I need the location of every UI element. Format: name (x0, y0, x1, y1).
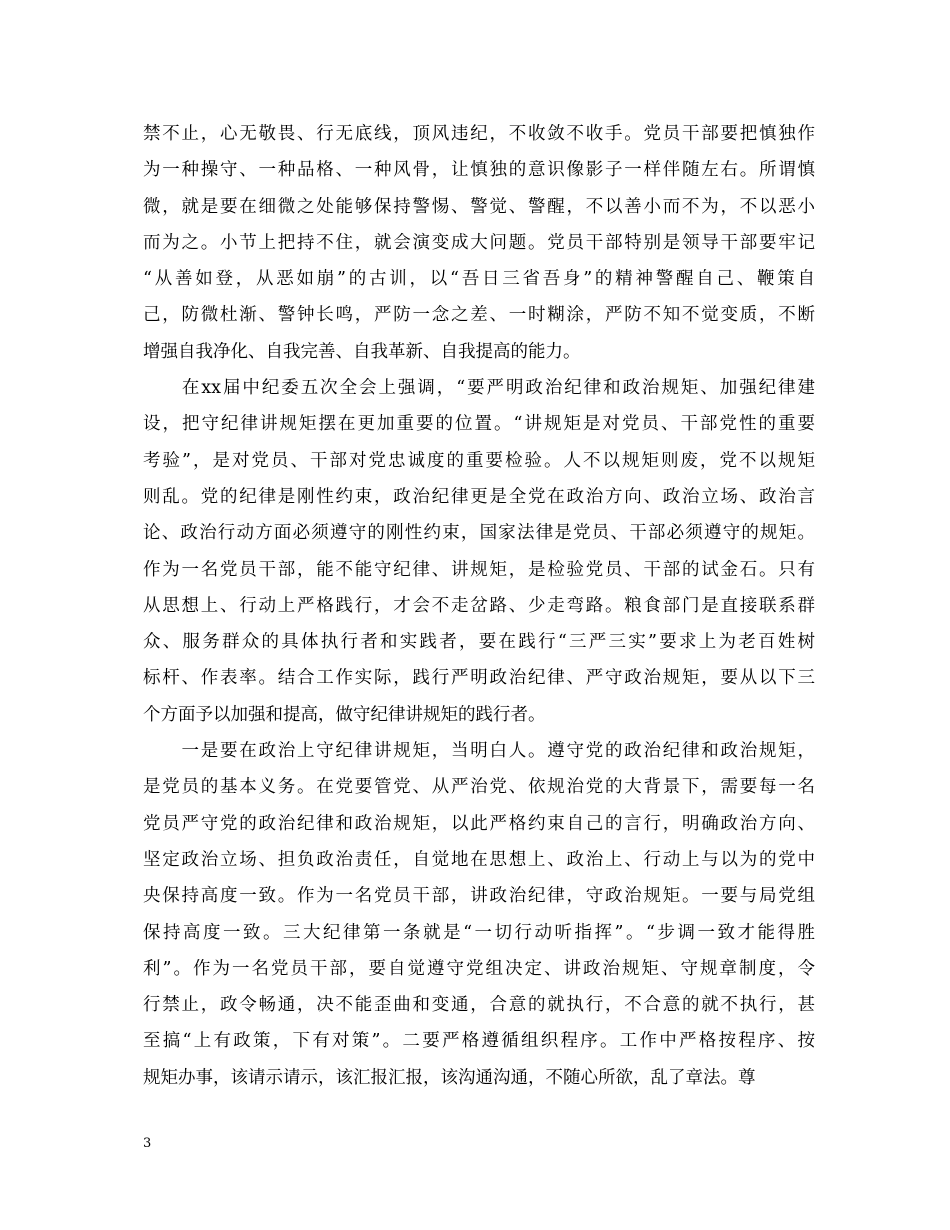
text-line: 而为之。小节上把持不住，就会演变成大问题。党员干部特别是领导干部要牢记 (143, 232, 815, 253)
text-line: 坚定政治立场、担负政治责任，自觉地在思想上、政治上、行动上与以为的党中 (143, 849, 815, 870)
text-line: 众、服务群众的具体执行者和实践者，要在践行“三严三实”要求上为老百姓树 (143, 632, 815, 653)
text-line: 标杆、作表率。结合工作实际，践行严明政治纪律、严守政治规矩，要从以下三 (143, 668, 815, 689)
text-line: 作为一名党员干部，能不能守纪律、讲规矩，是检验党员、干部的试金石。只有 (143, 559, 815, 580)
text-line: 从思想上、行动上严格践行，才会不走岔路、少走弯路。粮食部门是直接联系群 (143, 595, 815, 616)
text-line: 保持高度一致。三大纪律第一条就是“一切行动听指挥”。“步调一致才能得胜 (143, 922, 815, 943)
text-line: 利”。作为一名党员干部，要自觉遵守党组决定、讲政治规矩、守规章制度，令 (143, 958, 815, 979)
text-line: 央保持高度一致。作为一名党员干部，讲政治纪律，守政治规矩。一要与局党组 (143, 886, 815, 907)
text-line: 是党员的基本义务。在党要管党、从严治党、依规治党的大背景下，需要每一名 (143, 777, 815, 798)
paragraph (143, 733, 815, 1096)
text-line: 论、政治行动方面必须遵守的刚性约束，国家法律是党员、干部必须遵守的规矩。 (143, 523, 815, 544)
text-line: 微，就是要在细微之处能够保持警惕、警觉、警醒，不以善小而不为，不以恶小 (143, 196, 815, 217)
text-line: 禁不止，心无敬畏、行无底线，顶风违纪，不收敛不收手。党员干部要把慎独作 (143, 124, 815, 144)
text-line: 规矩办事，该请示请示，该汇报汇报，该沟通沟通，不随心所欲，乱了章法。尊 (143, 1067, 756, 1088)
body-text (143, 116, 815, 1096)
text-line: 则乱。党的纪律是刚性约束，政治纪律更是全党在政治方向、政治立场、政治言 (143, 486, 815, 507)
text-line: 己，防微杜渐、警钟长鸣，严防一念之差、一时糊涂，严防不知不觉变质，不断 (143, 305, 815, 326)
text-line: 考验”，是对党员、干部对党忠诚度的重要检验。人不以规矩则废，党不以规矩 (143, 450, 815, 471)
paragraph (143, 116, 815, 370)
paragraph (143, 370, 815, 733)
page-number: 3 (143, 1136, 152, 1151)
text-line: 为一种操守、一种品格、一种风骨，让慎独的意识像影子一样伴随左右。所谓慎 (143, 160, 815, 181)
text-line: 设，把守纪律讲规矩摆在更加重要的位置。“讲规矩是对党员、干部党性的重要 (143, 414, 815, 435)
text-line: 至搞“上有政策，下有对策”。二要严格遵循组织程序。工作中严格按程序、按 (143, 1031, 815, 1052)
text-line: 增强自我净化、自我完善、自我革新、自我提高的能力。 (143, 341, 581, 362)
text-line: 一是要在政治上守纪律讲规矩，当明白人。遵守党的政治纪律和政治规矩， (143, 741, 815, 762)
text-line: 行禁止，政令畅通，决不能歪曲和变通，合意的就执行，不合意的就不执行，甚 (143, 995, 815, 1016)
text-line: 在xx届中纪委五次全会上强调，“要严明政治纪律和政治规矩、加强纪律建 (143, 378, 815, 399)
text-line: “从善如登，从恶如崩”的古训，以“吾日三省吾身”的精神警醒自己、鞭策自 (143, 269, 815, 290)
text-line: 个方面予以加强和提高，做守纪律讲规矩的践行者。 (143, 704, 546, 725)
text-line: 党员严守党的政治纪律和政治规矩，以此严格约束自己的言行，明确政治方向、 (143, 813, 815, 834)
